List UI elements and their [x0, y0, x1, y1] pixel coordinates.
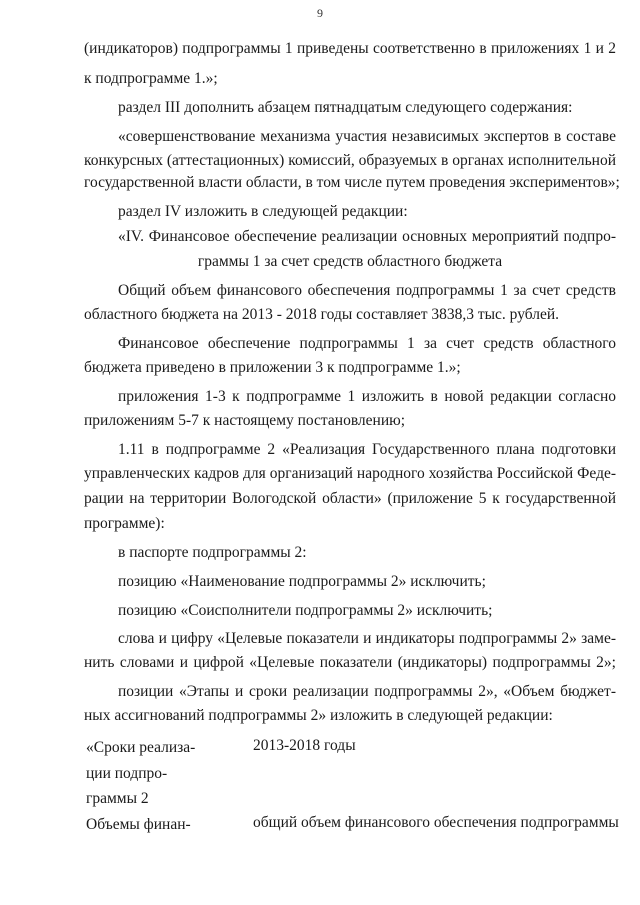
table-cell-label: Объемы финан- — [86, 816, 191, 833]
text-line: «совершенствование механизма участия независимых экспертов в составе — [118, 128, 616, 145]
text-line: приложения 1-3 к подпрограмме 1 изложить в новой редакции согласно — [118, 388, 616, 405]
table-cell-value: 2013-2018 годы — [253, 737, 356, 754]
table-cell-value: общий объем финансового обеспечения подпрограммы — [253, 814, 619, 831]
text-line: раздел IV изложить в следующей редакции: — [118, 203, 408, 220]
text-line: слова и цифру «Целевые показатели и индикаторы подпрограммы 2» заме- — [118, 630, 616, 647]
text-line: в паспорте подпрограммы 2: — [118, 544, 307, 561]
text-line: позиции «Этапы и сроки реализации подпрограммы 2», «Объем бюджет- — [118, 683, 616, 700]
text-line: конкурсных (аттестационных) комиссий, образуемых в органах исполнительной — [84, 152, 616, 169]
page-number: 9 — [317, 6, 323, 20]
text-line: бюджета приведено в приложении 3 к подпрограмме 1.»; — [84, 359, 461, 376]
table-cell-label: «Сроки реализа- — [86, 739, 196, 756]
text-line: управленческих кадров для организаций народного хозяйства Российской Феде- — [84, 465, 616, 482]
text-line: позицию «Соисполнители подпрограммы 2» исключить; — [118, 602, 493, 619]
text-line: областного бюджета на 2013 - 2018 годы составляет 3838,3 тыс. рублей. — [84, 306, 560, 323]
text-line: приложениям 5-7 к настоящему постановлению; — [84, 412, 406, 429]
text-line: раздел III дополнить абзацем пятнадцатым следующего содержания: — [118, 99, 573, 116]
text-line: 1.11 в подпрограмме 2 «Реализация Государственного плана подготовки — [118, 441, 616, 458]
text-line: программе): — [84, 515, 165, 532]
text-line: позицию «Наименование подпрограммы 2» исключить; — [118, 573, 486, 590]
table-cell-label: ции подпро- — [86, 765, 168, 782]
text-line: к подпрограмме 1.»; — [84, 70, 218, 87]
text-line: Общий объем финансового обеспечения подпрограммы 1 за счет средств — [118, 282, 616, 299]
text-line: (индикаторов) подпрограммы 1 приведены соответственно в приложениях 1 и 2 — [84, 40, 616, 57]
text-line: рации на территории Вологодской области» (приложение 5 к государственной — [84, 490, 616, 507]
section-heading: граммы 1 за счет средств областного бюджета — [197, 253, 503, 270]
text-line: нить словами и цифрой «Целевые показатели (индикаторы) подпрограммы 2»; — [84, 654, 616, 671]
text-line: ных ассигнований подпрограммы 2» изложить в следующей редакции: — [84, 707, 553, 724]
section-heading: «IV. Финансовое обеспечение реализации основных мероприятий подпро- — [118, 228, 616, 245]
table-cell-label: граммы 2 — [86, 790, 149, 807]
text-line: государственной власти области, в том числе путем проведения экспериментов»; — [84, 174, 620, 191]
text-line: Финансовое обеспечение подпрограммы 1 за счет средств областного — [118, 335, 616, 352]
